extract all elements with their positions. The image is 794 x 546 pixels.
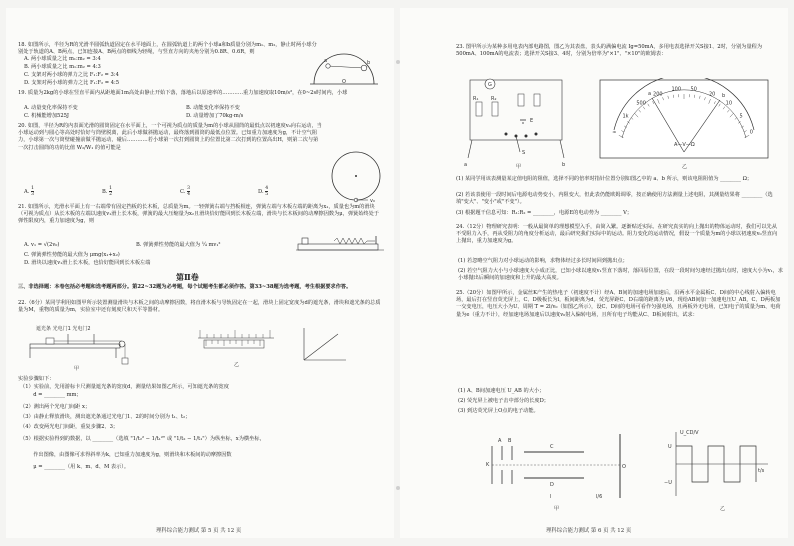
- dial-label: 500: [636, 100, 646, 107]
- q25-fig-jia-label: 甲: [554, 506, 560, 512]
- q20-option-b-fraction: [109, 186, 112, 197]
- q24-part-1: (1) 若忽略空气阻力对小球运动的影响，求物体经过多长时间回到抛出点；: [458, 258, 628, 264]
- binding-hole: [396, 486, 400, 490]
- svg-text:O: O: [342, 79, 346, 85]
- dial-label: 1k: [622, 113, 629, 120]
- svg-text:A: A: [498, 438, 502, 444]
- dial-unit: A—V—Ω: [674, 142, 695, 148]
- fig25-axis-x: t/s: [758, 468, 765, 474]
- q25-stem: 25.（20分）如图甲所示，金属丝K产生的热电子（初速度不计）经A、B间的加速电场加速后，沿两水平金属板C、D间的中心线射入偏转电场，最后打在竖直荧光屏上，C、D极板长为l，板间距离为d，荧光屏距C、D右端的距离为 l/6，现给AB间加一加速电压U_AB，C、D两板加一交变电压，电压大小为U、周期 T = 2l/v₀（如图乙所示），设C、D间的电场可看作匀强电场，且两板外无电场，已知电子的质量为m、电荷量为e（重力不计），经加速电场加速后以速度v₀射入偏转电场，且所有电子均能从C、D板间射出，试求：: [456, 290, 781, 318]
- q20-option-b-label: B.: [102, 189, 108, 195]
- q22-step-5: （5）根据实验得到的数据，以 ________（选填 "1/t₂² − 1/t₁²" 或 "1/t₂ − 1/t₁"）为纵坐标，x为横坐标，: [20, 436, 265, 442]
- binding-hole: [396, 60, 400, 64]
- dial-label: 50: [690, 86, 697, 93]
- dial-label: ∞: [612, 129, 617, 136]
- q20-option-d-fraction: [265, 186, 268, 197]
- q20-option-a-fraction: [31, 186, 34, 197]
- svg-text:O: O: [622, 464, 626, 470]
- q20-a-num: 1: [31, 186, 34, 191]
- q18-option-c: C. 支架对两小球的弹力之比 F₁:F₂ = 3:4: [24, 72, 119, 78]
- q21-option-d: D. 滑块以速度v₁滑上长木板，也恰好能回到长木板左端: [24, 260, 151, 266]
- q20-option-c-fraction: [187, 186, 190, 197]
- q19-option-d: D. 动量增加了70kg·m/s: [186, 113, 244, 119]
- q23-stem: 23. 图甲所示为某种多用电表内部电路图，图乙为其表盘，表头的满偏电流 Ig=50mA，多用电表选择开关S接1、2时，分别为量程为500mA、100mA的电流表；选择开关S接3、4时，分别为倍率为"×1"、"×10"的欧姆表：: [456, 44, 763, 58]
- svg-text:E: E: [530, 118, 534, 124]
- q18-stem: 18. 如图所示，半径为R的光滑半圆弧轨道固定在水平地面上，在圆弧轨道上的两个小球a和b质量分别为m₁、m₂，静止时两小球分别处于轨道的A、B两点，已知连接A、B两点的细线为轻绳，与竖直方向的夹角分别为0.8R、0.6R，则: [18, 42, 317, 56]
- q24-stem: 24.（12分）物理研究表明：一般从最简单的理想模型入手，由简入繁。逐渐贴近实际。在研究真实的向上抛出的物体运动时，我们可以先从不受阻力入手，再从受阻力的角度分析运动，最后研究我们实际中的运动。阻力变化的运动情况，假设一个质量为m的小球以初速度v₀竖直向上抛出，重力加速度为g。: [456, 224, 778, 245]
- q18-figure: [306, 52, 382, 88]
- q20-option-d-label: D.: [258, 189, 264, 195]
- q20-option-c: [180, 186, 190, 197]
- q22-steps-title: 实验步骤如下：: [18, 376, 55, 382]
- q20-option-a: [24, 186, 34, 197]
- q22-figure-jia: [24, 324, 134, 372]
- q23-part-2: (2) 若该表使用一段时间后电源电动势变小，内阻变大，但此表仍能欧姆调零，按正确使用方法测量上述电阻，其测量结果将 ________（选填"变大"、"变小"或"不变"）。: [456, 192, 773, 206]
- section-title: 第Ⅱ卷: [176, 272, 199, 282]
- q22-step-1b: d = ________ mm；: [20, 392, 82, 398]
- q20-a-den: 3: [31, 192, 34, 197]
- q23-fig-yi-label: 乙: [682, 164, 688, 170]
- svg-text:C: C: [550, 444, 554, 450]
- fig25-u-label: U: [668, 444, 672, 450]
- svg-text:b: b: [722, 93, 726, 99]
- left-page-footer: 理科综合能力测试 第 5 页 共 12 页: [156, 528, 242, 534]
- svg-text:l: l: [550, 494, 552, 500]
- q22-step-4: （4）改变两光电门间距，重复步骤2、3；: [20, 424, 119, 430]
- q20-b-den: 2: [109, 192, 113, 197]
- q20-option-b: [102, 186, 112, 197]
- svg-text:G: G: [488, 82, 492, 88]
- q22-figure-yi-vernier: [194, 326, 280, 370]
- q20-b-num: 1: [109, 186, 113, 191]
- q25-part-3: (3) 到达荧光屏上O点的电子动能。: [458, 408, 539, 414]
- q22-step-5b: 作出图像，由图像可求得斜率为k，已知重力加速度为g，则滑块和木板间的动摩擦因数: [20, 452, 232, 458]
- dial-label: 20: [708, 91, 716, 98]
- q19-option-c: C. 机械能增加525J: [24, 113, 70, 119]
- left-page: [6, 8, 394, 538]
- svg-text:D: D: [550, 482, 554, 488]
- q22-step-2: （2）测出两个光电门间距 x；: [20, 404, 91, 410]
- q19-option-b: B. 动能变化率保持不变: [186, 105, 240, 111]
- svg-text:a: a: [324, 58, 328, 64]
- q18-option-b: B. 两小球质量之比 m₁:m₂ = 4:3: [24, 64, 101, 70]
- q20-figure: [328, 148, 384, 204]
- q23-part-1: (1) 某同学用该表测量某定值电阻的阻值，选择不同的倍率时指针位置分别如图乙中的 a、b 所示，则该电阻阻值为 ________ Ω；: [456, 176, 753, 182]
- q21-option-b: B. 弹簧弹性势能的最大值为 ¼ mv₁²: [136, 242, 221, 248]
- right-page-footer: 理科综合能力测试 第 6 页 共 12 页: [546, 528, 632, 534]
- right-page: [400, 8, 788, 538]
- q21-option-c: C. 弹簧弹性势能的最大值为 μmg(x₁+x₂): [24, 252, 120, 258]
- q25-deflection-figure: [484, 426, 634, 512]
- dial-label: 0: [749, 129, 753, 136]
- q23-circuit-figure: [460, 74, 572, 170]
- q21-figure: [296, 234, 384, 256]
- q22-stem: 22.（6分）某同学利用如图甲所示装置测量滑块与木板之间的动摩擦因数，将直滑木板与导轨固定在一起，滑块上固定宽度为d的遮光条，滑块和遮光条的总质量为M，重物的质量为m，实验室中还有刻度尺和天平等器材。: [18, 300, 381, 314]
- q19-option-a: A. 动量变化率保持不变: [24, 105, 78, 111]
- q25-part-1: (1) A、B间加速电压 U_AB 的大小；: [458, 388, 545, 394]
- q22-step-5c: μ = ________（用 k、m、d、M 表示）。: [20, 464, 130, 470]
- q25-part-2: (2) 荧光屏上被电子击中部分的长度D；: [458, 398, 549, 404]
- q25-fig-yi-label: 乙: [720, 506, 726, 512]
- q18-option-a: A. 两小球质量之比 m₁:m₂ = 3:4: [24, 56, 101, 62]
- fig25-axis-y: U_CD/V: [680, 430, 699, 436]
- q22-step-1: （1）实验前，先用游标卡尺测量遮光条的宽度d，测量结果如图乙所示，可知遮光条的宽度: [20, 384, 229, 390]
- q20-option-a-label: A.: [24, 189, 30, 195]
- dial-label: 100: [671, 86, 682, 93]
- fig25-neg-u-label: −U: [664, 480, 672, 486]
- svg-text:K: K: [486, 462, 490, 468]
- q22-fig-caption: 遮光条 光电门1 光电门2: [36, 326, 91, 332]
- q23-dial-figure: [596, 78, 772, 170]
- dial-label: 200: [653, 91, 663, 98]
- svg-text:R₁: R₁: [473, 96, 479, 102]
- svg-text:v₀: v₀: [370, 198, 375, 204]
- q23-fig-jia-label: 甲: [516, 164, 522, 170]
- q21-stem: 21. 如图所示，光滑水平面上有一右端带有固定挡板的长木板，总质量为m。一轻弹簧右端与挡板相连，弹簧左端与木板左端的距离为x₁，质量也为m的滑块（可视为质点）从长木板的左端以速度v₁滑上长木板，弹簧的最大压缩量为x₂且滑块恰好能回到长木板左端，滑块与长木板间的动摩擦因数为μ，弹簧始终处于弹性限度内，重力加速度为g，则: [18, 204, 379, 225]
- q20-d-num: 4: [265, 186, 269, 191]
- q22-graph: [298, 324, 350, 368]
- q20-c-num: 3: [187, 186, 191, 191]
- q19-stem: 19. 质量为2kg的小球在竖直平面内从距地面1m高处由静止开始下落，落地后以原速率的…………重力加速度取10m/s²，在0~2s时间内，小球: [18, 90, 348, 96]
- q20-stem: 20. 如图，半径为R的内表面光滑的圆筒固定在水平面上，一个可视为质点的质量为m的小球从圆筒的最低点以初速度v₀向右运动，当小球运动到与圆心等高处时恰好与筒壁脱离，此后小球做斜抛运动，最终落到圆筒的最低点位置。已知重力加速度为g，不计空气阻力，小球第一次与筒壁碰撞前做平抛运动，碰后…………若小球第一次打到圆筒上的位置比第二次打到的位置高出H，则第二次与第一次打击圆筒的功的比值 W₂/W₁ 的值可能是: [18, 123, 322, 151]
- svg-text:a: a: [648, 91, 652, 97]
- svg-text:l/6: l/6: [596, 494, 603, 500]
- q20-option-d: [258, 186, 268, 197]
- svg-text:b: b: [562, 162, 566, 168]
- svg-text:a: a: [464, 162, 468, 168]
- q20-d-den: 5: [265, 192, 269, 197]
- q20-option-c-label: C.: [180, 189, 186, 195]
- q25-voltage-graph: [662, 426, 774, 512]
- svg-text:R₂: R₂: [491, 96, 497, 102]
- q24-part-2: (2) 若空气阻力大小与小球速度大小成正比，已知小球以速度v₁竖直下落时，落回原位置，在段一段时间匀速经过抛出点时，速度大小为v₁，求小球抛出后瞬间的加速度和上升的最大高度。: [458, 268, 784, 282]
- q22-step-3: （3）由静止释放滑块，测出遮光条通过光电门1、2的时间分别为 t₁、t₂；: [20, 414, 191, 420]
- dial-label: 5: [739, 113, 743, 120]
- q18-option-d: D. 支架对两小球的弹力之比 F₁:F₂ = 4:5: [24, 80, 120, 86]
- q23-part-3: (3) 根据题干信息可知：R₁:R₂ = ________，电源E的电动势为 ________ V；: [456, 210, 633, 216]
- svg-text:S: S: [522, 150, 526, 156]
- svg-text:B: B: [508, 438, 512, 444]
- section-note: 三、非选择题：本卷包括必考题和选考题两部分。第22~32题为必考题，每个试题考生都必须作答。第33~38题为选考题，考生根据要求作答。: [18, 284, 352, 290]
- q21-option-a: A. v₁ = √(2v₀): [24, 242, 60, 248]
- svg-text:b: b: [367, 60, 371, 66]
- q22-fig-yi-label: 乙: [234, 362, 240, 368]
- q20-c-den: 4: [187, 192, 191, 197]
- dial-label: 10: [725, 100, 733, 107]
- q22-fig-jia-label: 甲: [74, 366, 80, 372]
